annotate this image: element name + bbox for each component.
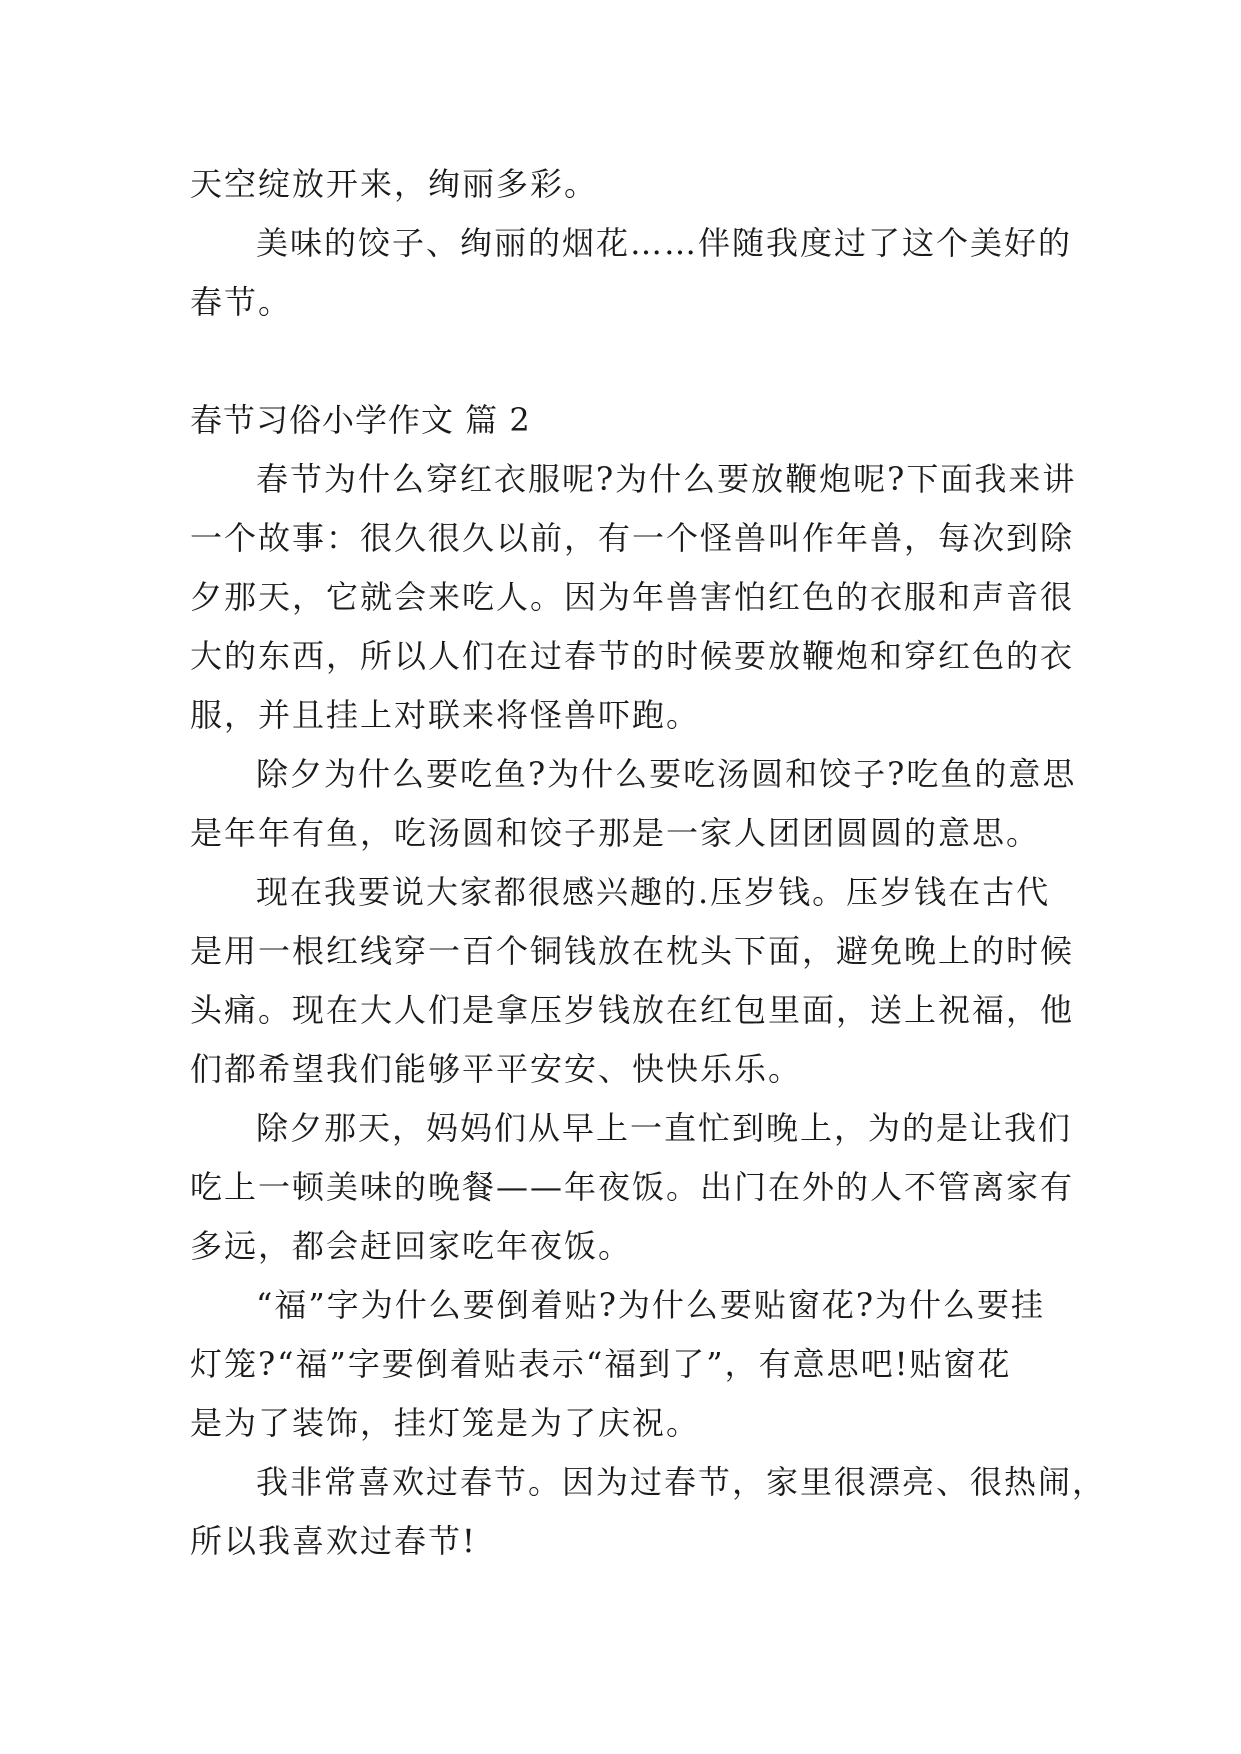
- section-title: 春节习俗小学作文 篇 2: [190, 401, 531, 439]
- intro-line-3: 春节。: [190, 283, 293, 321]
- paragraph-2: [190, 745, 1077, 863]
- intro-line-2: 美味的饺子、绚丽的烟花……伴随我度过了这个美好的: [256, 224, 1073, 262]
- intro-line-1: 天空绽放开来，绚丽多彩。: [190, 165, 599, 203]
- document-body: [190, 155, 1107, 1571]
- paragraph-3: [190, 863, 1075, 1099]
- paragraph-line: 夕那天，它就会来吃人。因为年兽害怕红色的衣服和声音很: [190, 578, 1075, 616]
- section-spacer: [190, 332, 1060, 391]
- paragraph-line: 是年年有鱼，吃汤圆和饺子那是一家人团团圆圆的意思。: [190, 814, 1041, 852]
- paragraph-line: 是为了装饰，挂灯笼是为了庆祝。: [190, 1404, 701, 1442]
- paragraph-line: 大的东西，所以人们在过春节的时候要放鞭炮和穿红色的衣: [190, 637, 1075, 675]
- paragraph-6: [190, 1453, 1107, 1571]
- paragraph-line: 灯笼?“福”字要倒着贴表示“福到了”，有意思吧!贴窗花: [190, 1345, 1012, 1383]
- paragraph-line: 所以我喜欢过春节!: [190, 1522, 477, 1560]
- paragraph-line: 一个故事：很久很久以前，有一个怪兽叫作年兽，每次到除: [190, 519, 1075, 557]
- paragraph-line: 头痛。现在大人们是拿压岁钱放在红包里面，送上祝福，他: [190, 991, 1075, 1029]
- paragraph-line: 春节为什么穿红衣服呢?为什么要放鞭炮呢?下面我来讲: [256, 460, 1077, 498]
- paragraph-line: 我非常喜欢过春节。因为过春节，家里很漂亮、很热闹，: [256, 1463, 1107, 1501]
- paragraph-1: [190, 450, 1077, 745]
- paragraph-line: 服，并且挂上对联来将怪兽吓跑。: [190, 696, 701, 734]
- paragraph-line: 除夕那天，妈妈们从早上一直忙到晚上，为的是让我们: [256, 1109, 1073, 1147]
- paragraph-line: 除夕为什么要吃鱼?为什么要吃汤圆和饺子?吃鱼的意思: [256, 755, 1077, 793]
- paragraph-line: “福”字为什么要倒着贴?为什么要贴窗花?为什么要挂: [256, 1286, 1046, 1324]
- paragraph-line: 们都希望我们能够平平安安、快快乐乐。: [190, 1050, 803, 1088]
- paragraph-line: 吃上一顿美味的晚餐——年夜饭。出门在外的人不管离家有: [190, 1168, 1075, 1206]
- paragraph-line: 是用一根红线穿一百个铜钱放在枕头下面，避免晚上的时候: [190, 932, 1075, 970]
- paragraph-5: [190, 1276, 1060, 1453]
- paragraph-line: 现在我要说大家都很感兴趣的.压岁钱。压岁钱在古代: [256, 873, 1051, 911]
- paragraph-4: [190, 1099, 1075, 1276]
- paragraph-line: 多远，都会赶回家吃年夜饭。: [190, 1227, 633, 1265]
